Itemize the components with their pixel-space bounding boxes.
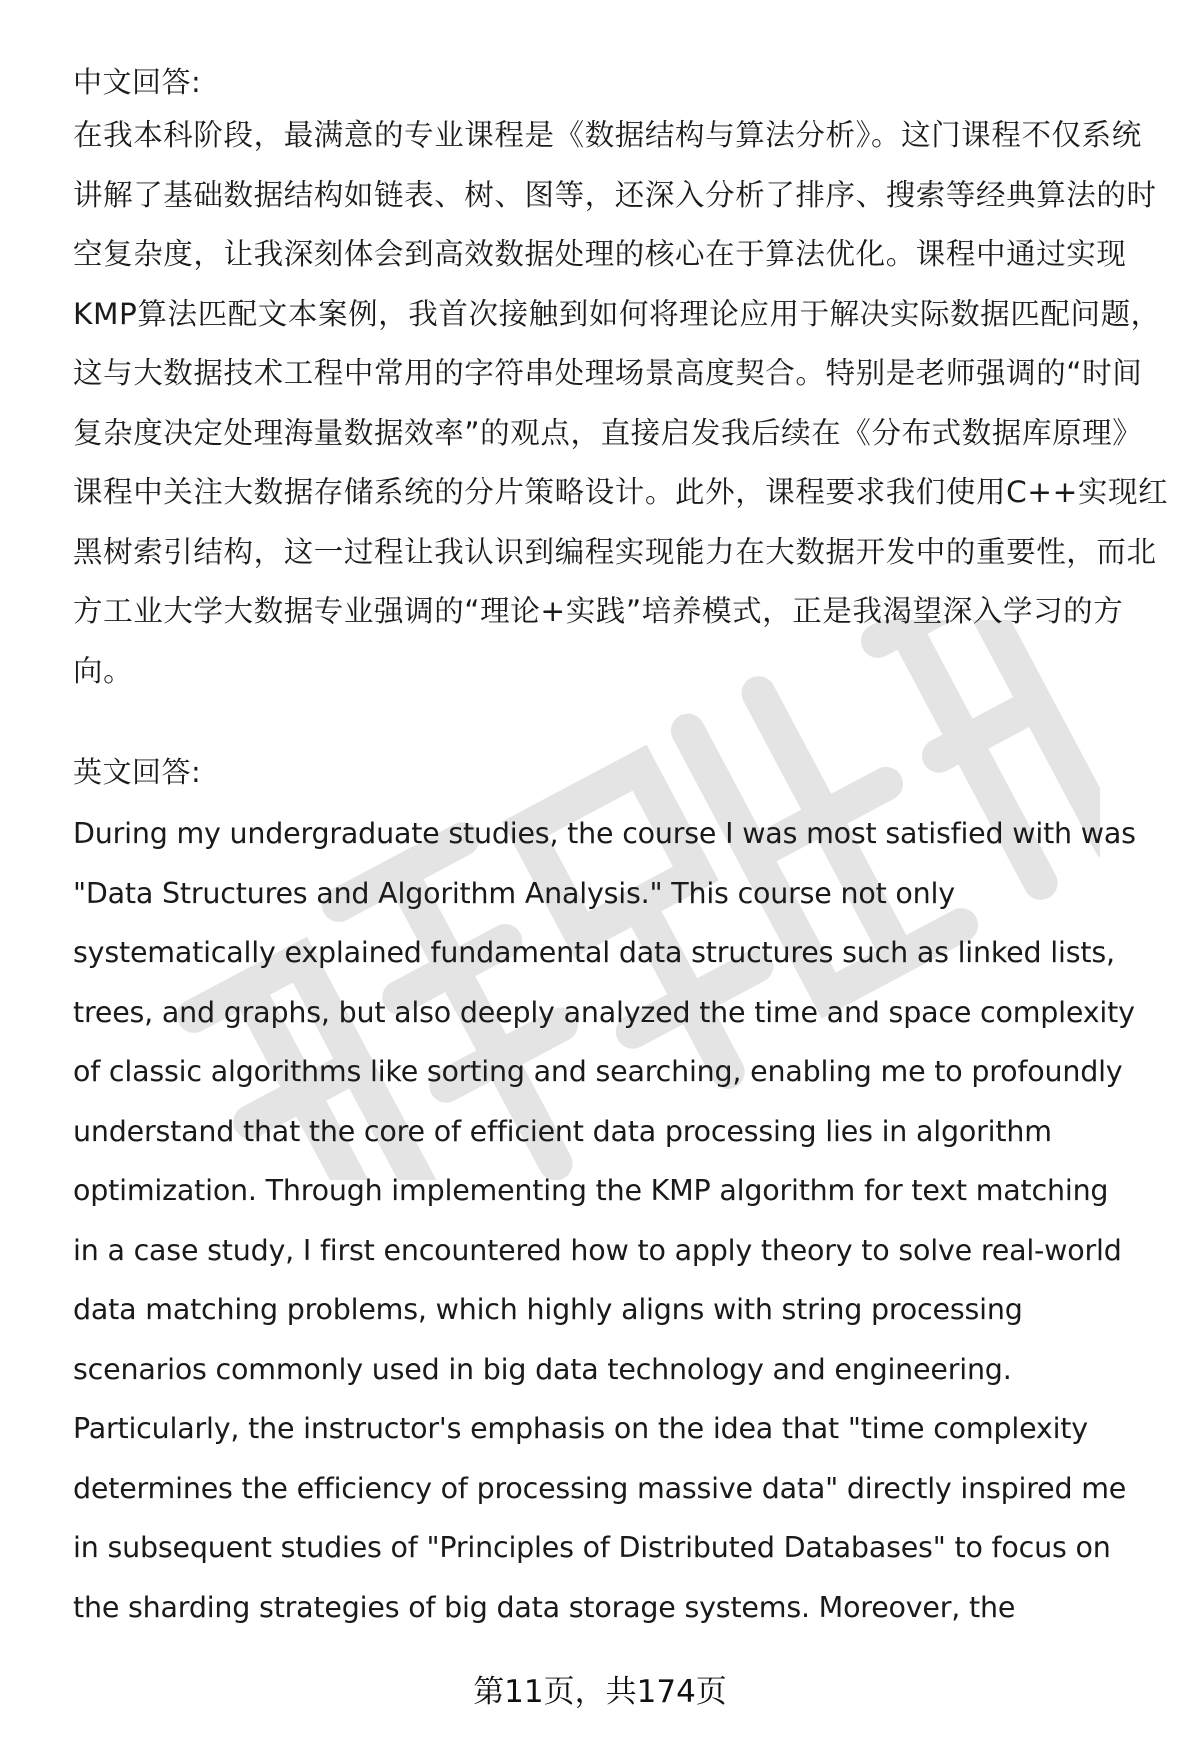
chinese-line: 在我本科阶段，最满意的专业课程是《数据结构与算法分析》。这门课程不仅系统 (73, 118, 1142, 152)
english-section-label: 英文回答: (73, 755, 202, 789)
chinese-line: 方工业大学大数据专业强调的“理论+实践”培养模式，正是我渴望深入学习的方 (73, 594, 1124, 628)
english-paragraph (73, 804, 1158, 1637)
english-line: of classic algorithms like sorting and searching, enabling me to profoundly (73, 1055, 1123, 1088)
english-line: in a case study, I first encountered how to apply theory to solve real-world (73, 1233, 1122, 1267)
english-line: understand that the core of efficient data processing lies in algorithm (73, 1114, 1052, 1148)
chinese-line: 黑树索引结构，这一过程让我认识到编程实现能力在大数据开发中的重要性，而北 (73, 534, 1157, 569)
english-line: data matching problems, which highly aligns with string processing (73, 1293, 1023, 1326)
english-line: the sharding strategies of big data storage systems. Moreover, the (73, 1590, 1016, 1624)
chinese-line: 讲解了基础数据结构如链表、树、图等，还深入分析了排序、搜索等经典算法的时 (73, 177, 1157, 212)
page-number: 第11页，共174页 (473, 1674, 727, 1710)
english-line: optimization. Through implementing the KMP algorithm for text matching (73, 1174, 1109, 1207)
english-line: During my undergraduate studies, the course I was most satisfied with was (73, 817, 1136, 850)
chinese-line: 向。 (73, 653, 134, 688)
chinese-line: 课程中关注大数据存储系统的分片策略设计。此外，课程要求我们使用C++实现红 (73, 475, 1169, 509)
chinese-line: 这与大数据技术工程中常用的字符串处理场景高度契合。特别是老师强调的“时间 (73, 356, 1143, 390)
chinese-line: 复杂度决定处理海量数据效率”的观点，直接启发我后续在《分布式数据库原理》 (73, 415, 1143, 450)
chinese-section-label: 中文回答: (73, 65, 202, 99)
english-line: trees, and graphs, but also deeply analyzed the time and space complexity (73, 995, 1135, 1029)
english-line: determines the efficiency of processing massive data" directly inspired me (73, 1471, 1127, 1505)
english-line: systematically explained fundamental data structures such as linked lists, (73, 936, 1115, 969)
english-line: in subsequent studies of "Principles of Distributed Databases" to focus on (73, 1531, 1111, 1564)
english-line: "Data Structures and Algorithm Analysis." This course not only (73, 876, 955, 910)
chinese-line: KMP算法匹配文本案例，我首次接触到如何将理论应用于解决实际数据匹配问题， (73, 296, 1161, 331)
english-line: scenarios commonly used in big data technology and engineering. (73, 1352, 1012, 1386)
chinese-paragraph (73, 106, 1169, 701)
chinese-line: 空复杂度，让我深刻体会到高效数据处理的核心在于算法优化。课程中通过实现 (73, 237, 1127, 271)
english-line: Particularly, the instructor's emphasis on the idea that "time complexity (73, 1412, 1088, 1445)
